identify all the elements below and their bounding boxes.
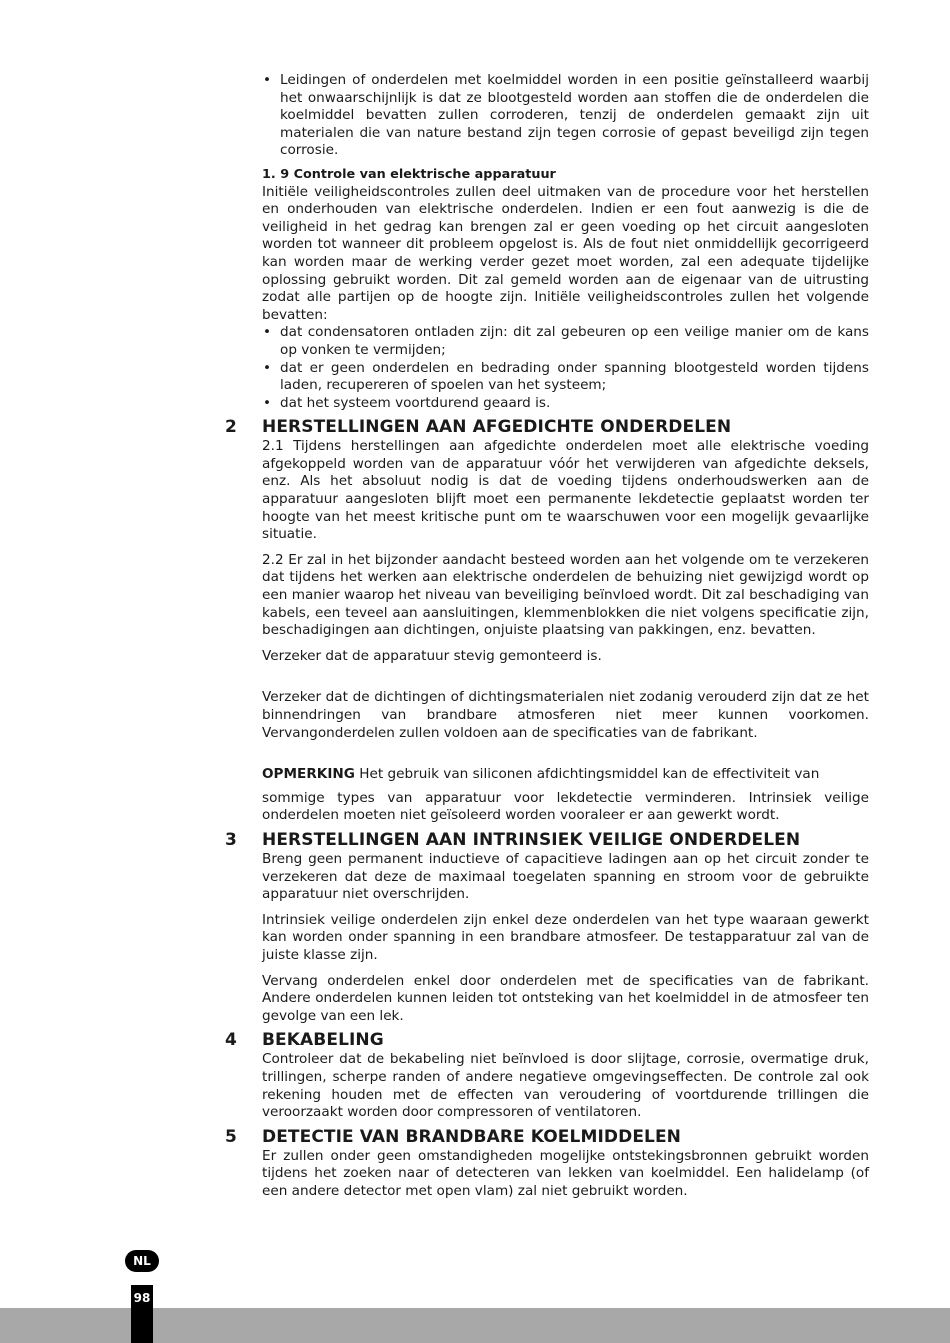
paragraph: Breng geen permanent inductieve of capacitieve ladingen aan op het circuit zonder te verzekeren dat deze de maximaal toegelaten spanning en stroom voor de gebruikte apparatuur niet overschrijden. xyxy=(262,850,869,903)
subsection-heading: 1. 9 Controle van elektrische apparatuur xyxy=(262,166,556,182)
note-text: Het gebruik van siliconen afdichtingsmiddel kan de effectiviteit van xyxy=(354,766,820,783)
section-2 xyxy=(225,416,869,825)
paragraph: 2.2 Er zal in het bijzonder aandacht besteed worden aan het volgende om te verzekeren dat tijdens het werken aan elektrische onderdelen de behuizing niet gewijzigd wordt op een manier waarop het niveau van beveiliging beïnvloed wordt. Dit zal beschadiging van kabels, een teveel aan aansluitingen, klemmenblokken die niet volgens specificatie zijn, beschadigingen aan dichtingen, onjuiste plaatsing van pakkingen, enz. bevatten. xyxy=(262,551,869,639)
note-label: OPMERKING xyxy=(262,766,355,783)
section-title: HERSTELLINGEN AAN INTRINSIEK VEILIGE ONDERDELEN xyxy=(262,829,801,850)
language-badge: NL xyxy=(125,1250,159,1272)
list-item: • dat er geen onderdelen en bedrading onder spanning blootgesteld worden tijdens laden, recupereren of spoelen van het systeem; xyxy=(262,360,869,395)
check-bullet-list xyxy=(262,324,869,412)
section-number: 5 xyxy=(225,1126,237,1147)
section-title: HERSTELLINGEN AAN AFGEDICHTE ONDERDELEN xyxy=(262,417,732,438)
intro-bullet-list xyxy=(262,72,869,160)
section-4 xyxy=(225,1029,869,1121)
paragraph: Controleer dat de bekabeling niet beïnvloed is door slijtage, corrosie, overmatige druk, trillingen, scherpe randen of andere negatieve omgevingseffecten. De controle zal ook rekening houden met de effecten van veroudering of voortdurende trillingen die veroorzaakt worden door compressoren of ventilatoren. xyxy=(262,1051,869,1121)
subsection-1-9 xyxy=(262,166,869,412)
section-number: 2 xyxy=(225,417,237,438)
paragraph: Er zullen onder geen omstandigheden mogelijke ontstekingsbronnen gebruikt worden tijdens het zoeken naar of detecteren van lekken van koelmiddel. Een halidelamp (of een andere detector met open vlam) zal niet gebruikt worden. xyxy=(262,1147,869,1199)
section-5 xyxy=(225,1126,869,1201)
section-3 xyxy=(225,829,869,1025)
list-item: • dat condensatoren ontladen zijn: dit zal gebeuren op een veilige manier om de kans op vonken te vermijden; xyxy=(262,324,869,359)
paragraph: Intrinsiek veilige onderdelen zijn enkel deze onderdelen van het type waaraan gewerkt kan worden onder spanning in een brandbare atmosfeer. De testapparatuur zal van de juiste klasse zijn. xyxy=(262,911,869,963)
paragraph: Verzeker dat de apparatuur stevig gemonteerd is. xyxy=(262,647,602,664)
list-item: • dat het systeem voortdurend geaard is. xyxy=(262,395,869,413)
page-number: 98 xyxy=(133,1291,151,1305)
document-body xyxy=(225,72,869,1200)
section-number: 4 xyxy=(225,1030,237,1051)
paragraph: 2.1 Tijdens herstellingen aan afgedichte onderdelen moet alle elektrische voeding afgekoppeld worden van de apparatuur vóór het verwijderen van afgedichte deksels, enz. Als het absoluut nodig is dat de voeding tijdens onderhoudswerken aan de apparatuur aangesloten blijft moet een permanente lekdetectie geplaatst worden ter hoogte van het meest kritische punt om te waarschuwen voor een mogelijk gevaarlijke situatie. xyxy=(262,438,869,543)
note-paragraph xyxy=(262,766,869,784)
note-continuation: sommige types van apparatuur voor lekdetectie verminderen. Intrinsiek veilige onderdelen moeten niet geïsoleerd worden vooraleer er aan gewerkt wordt. xyxy=(262,789,869,824)
section-title: BEKABELING xyxy=(262,1030,384,1051)
paragraph: Initiële veiligheidscontroles zullen deel uitmaken van de procedure voor het herstellen en onderhouden van elektrische onderdelen. Indien er een fout aanwezig is die de veiligheid in het gedrag kan brengen zal er geen voeding op het circuit aangesloten worden tot wanneer dit probleem opgelost is. Als de fout niet onmiddellijk gecorrigeerd kan worden maar de werking verder gezet moet worden, zal een adequate tijdelijke oplossing gebruikt worden. Dit zal gemeld worden aan de eigenaar van de uitrusting zodat alle partijen op de hoogte zijn. Initiële veiligheidscontroles zullen het volgende bevatten: xyxy=(262,183,869,323)
section-title: DETECTIE VAN BRANDBARE KOELMIDDELEN xyxy=(262,1126,682,1147)
list-item: • Leidingen of onderdelen met koelmiddel worden in een positie geïnstalleerd waarbij het onwaarschijnlijk is dat ze blootgesteld worden aan stoffen die de onderdelen die koelmiddel bevatten zullen corroderen, tenzij de onderdelen gemaakt zijn uit materialen die van nature bestand zijn tegen corrosie of gepast beveiligd zijn tegen corrosie. xyxy=(262,72,869,160)
paragraph: Verzeker dat de dichtingen of dichtingsmaterialen niet zodanig verouderd zijn dat ze het binnendringen van brandbare atmosferen niet meer kunnen voorkomen. Vervangonderdelen zullen voldoen aan de specificaties van de fabrikant. xyxy=(262,689,869,741)
section-number: 3 xyxy=(225,829,237,850)
paragraph: Vervang onderdelen enkel door onderdelen met de specificaties van de fabrikant. Andere onderdelen kunnen leiden tot ontsteking van het koelmiddel in de atmosfeer ten gevolge van een lek. xyxy=(262,972,869,1024)
